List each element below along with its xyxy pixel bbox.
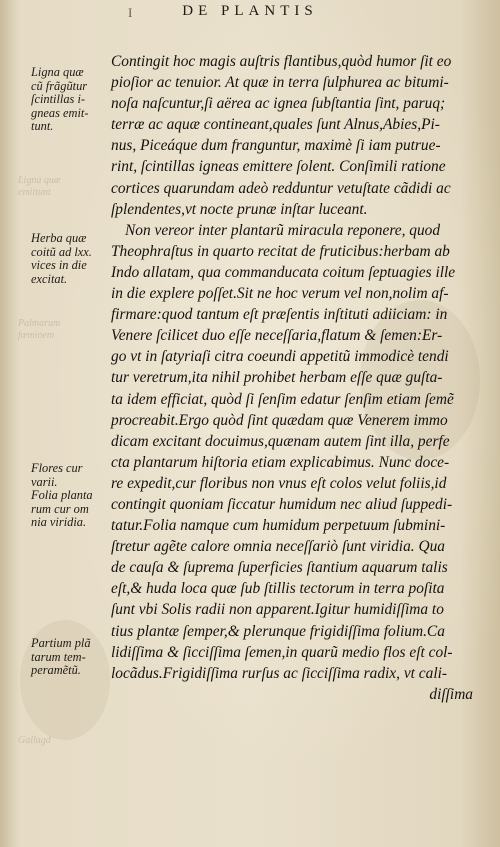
margin-note-line: peramẽtũ. bbox=[31, 663, 81, 678]
text-line: ta idem efficiat, quòd ſi ſenſim edatur ſenſim etiam ſemẽ bbox=[111, 390, 454, 408]
margin-note bbox=[31, 66, 109, 134]
margin-note-line: tunt. bbox=[31, 119, 54, 134]
margin-note-line: ſcintillas i- bbox=[31, 92, 86, 107]
margin-note-line: cũ frãgũtur bbox=[31, 78, 88, 93]
text-line: nus, Piceáque dum franguntur, maximè ſi iam putrue- bbox=[111, 137, 441, 155]
show-through-text: Palmarum fœminem bbox=[18, 318, 61, 341]
text-line: lidiſſima & ſicciſſima ſemen,in quarũ medio flos eſt col- bbox=[111, 643, 453, 661]
text-line: cortices quarundam adeò redduntur vetuſtate cãdidi ac bbox=[111, 179, 451, 197]
text-line: Theophraſtus in quarto recitat de fruticibus:herbam ab bbox=[111, 242, 450, 260]
text-line: tur veretrum,ita nihil prohibet herbam eſſe quæ guſta- bbox=[111, 369, 443, 387]
margin-note-line: Flores cur bbox=[31, 461, 83, 475]
text-line: cta plantarum hiſtoria etiam explicabimus. Nunc doce- bbox=[111, 453, 450, 471]
text-line: tius plantæ ſemper,& plerunque frigidiſſima folium.Ca bbox=[111, 622, 445, 640]
text-line: eſt,& huda loca quæ ſub ſtillis tectorum in terra poſita bbox=[111, 580, 445, 598]
margin-note-line: Ligna quæ bbox=[31, 65, 84, 79]
text-line: noſa naſcuntur,ſi aërea ac ignea ſubſtantia ſint, paruq; bbox=[111, 95, 446, 113]
text-line: ſunt vbi Solis radii non apparent.Igitur humidiſſima to bbox=[111, 601, 444, 619]
text-line: Non vereor inter plantarũ miracula reponere, quod bbox=[125, 221, 441, 239]
text-line: diſſima bbox=[429, 685, 473, 703]
running-head: DE PLANTIS bbox=[182, 3, 318, 19]
text-line: locãdus.Frigidiſſima rurſus ac ſicciſſima radix, vt cali- bbox=[111, 664, 447, 682]
text-line: Venere ſcilicet duo eſſe neceſſaria,flatum & ſemen:Er- bbox=[111, 327, 443, 345]
text-line: de cauſa & ſuprema ſuperficies ſtantium aquarum talis bbox=[111, 559, 448, 577]
margin-note-line: varii. bbox=[31, 474, 58, 489]
show-through-text: Ligna quæ emittunt bbox=[18, 175, 61, 198]
margin-note-line: Partium plã bbox=[31, 636, 91, 650]
margin-note-line: gneas emit- bbox=[31, 105, 89, 120]
text-line: go vt in ſatyriaſi citra coeundi appetitũ immodicè tendi bbox=[111, 348, 449, 366]
margin-note-line: tarum tem- bbox=[31, 649, 86, 664]
text-line: Indo allatam, qua commanducata coitum ſeptuagies ille bbox=[111, 263, 456, 281]
margin-note-line: Folia planta bbox=[31, 488, 93, 503]
text-line: ſtretur agẽte calore omnia neceſſariò ſunt viridia. Qua bbox=[111, 538, 445, 556]
text-line: in die explere poſſet.Sit ne hoc verum vel non,nolim af- bbox=[111, 285, 449, 303]
margin-note-line: coitũ ad lxx. bbox=[31, 244, 92, 259]
margin-note bbox=[31, 462, 109, 530]
text-line: ſplendentes,vt nocte prunæ inſtar luceant. bbox=[111, 200, 368, 218]
text-line: firmare:quod tantum eſt præſentis inſtituti adiiciam: in bbox=[111, 306, 448, 324]
margin-note-line: rum cur om bbox=[31, 501, 89, 516]
margin-note bbox=[31, 637, 109, 678]
margin-note-line: vices in die bbox=[31, 258, 87, 273]
margin-note-line: excitat. bbox=[31, 271, 68, 286]
text-line: dicam excitant docuimus,quænam autem ſint illa, perfe bbox=[111, 432, 450, 450]
margin-note-line: nia viridia. bbox=[31, 515, 87, 530]
text-line: contingit quoniam ſiccatur humidum nec aliud ſuppedi- bbox=[111, 495, 453, 513]
show-through-text: Gallagd bbox=[18, 735, 51, 746]
margin-note bbox=[31, 232, 109, 286]
text-line: terræ ac aquæ contineant,quales ſunt Alnus,Abies,Pi- bbox=[111, 116, 440, 134]
text-line: re expedit,cur floribus non vnus eſt colos velut foliis,id bbox=[111, 474, 447, 492]
text-line: rint, ſcintillas igneas emittere ſolent. Conſimili ratione bbox=[111, 158, 446, 176]
body-text bbox=[111, 51, 483, 705]
text-line: procreabit.Ergo quòd ſint quædam quæ Venerem immo bbox=[111, 411, 448, 429]
margin-note-line: Herba quæ bbox=[31, 231, 87, 245]
text-line: tatur.Folia namque cum humidum perpetuum ſubmini- bbox=[111, 517, 446, 535]
folio-number: I bbox=[128, 5, 133, 20]
text-line: Contingit hoc magis auſtris flantibus,quòd humor ſit eo bbox=[111, 53, 452, 70]
text-line: pioſior ac tenuior. At quæ in terra ſulphurea ac bitumi- bbox=[111, 74, 449, 92]
